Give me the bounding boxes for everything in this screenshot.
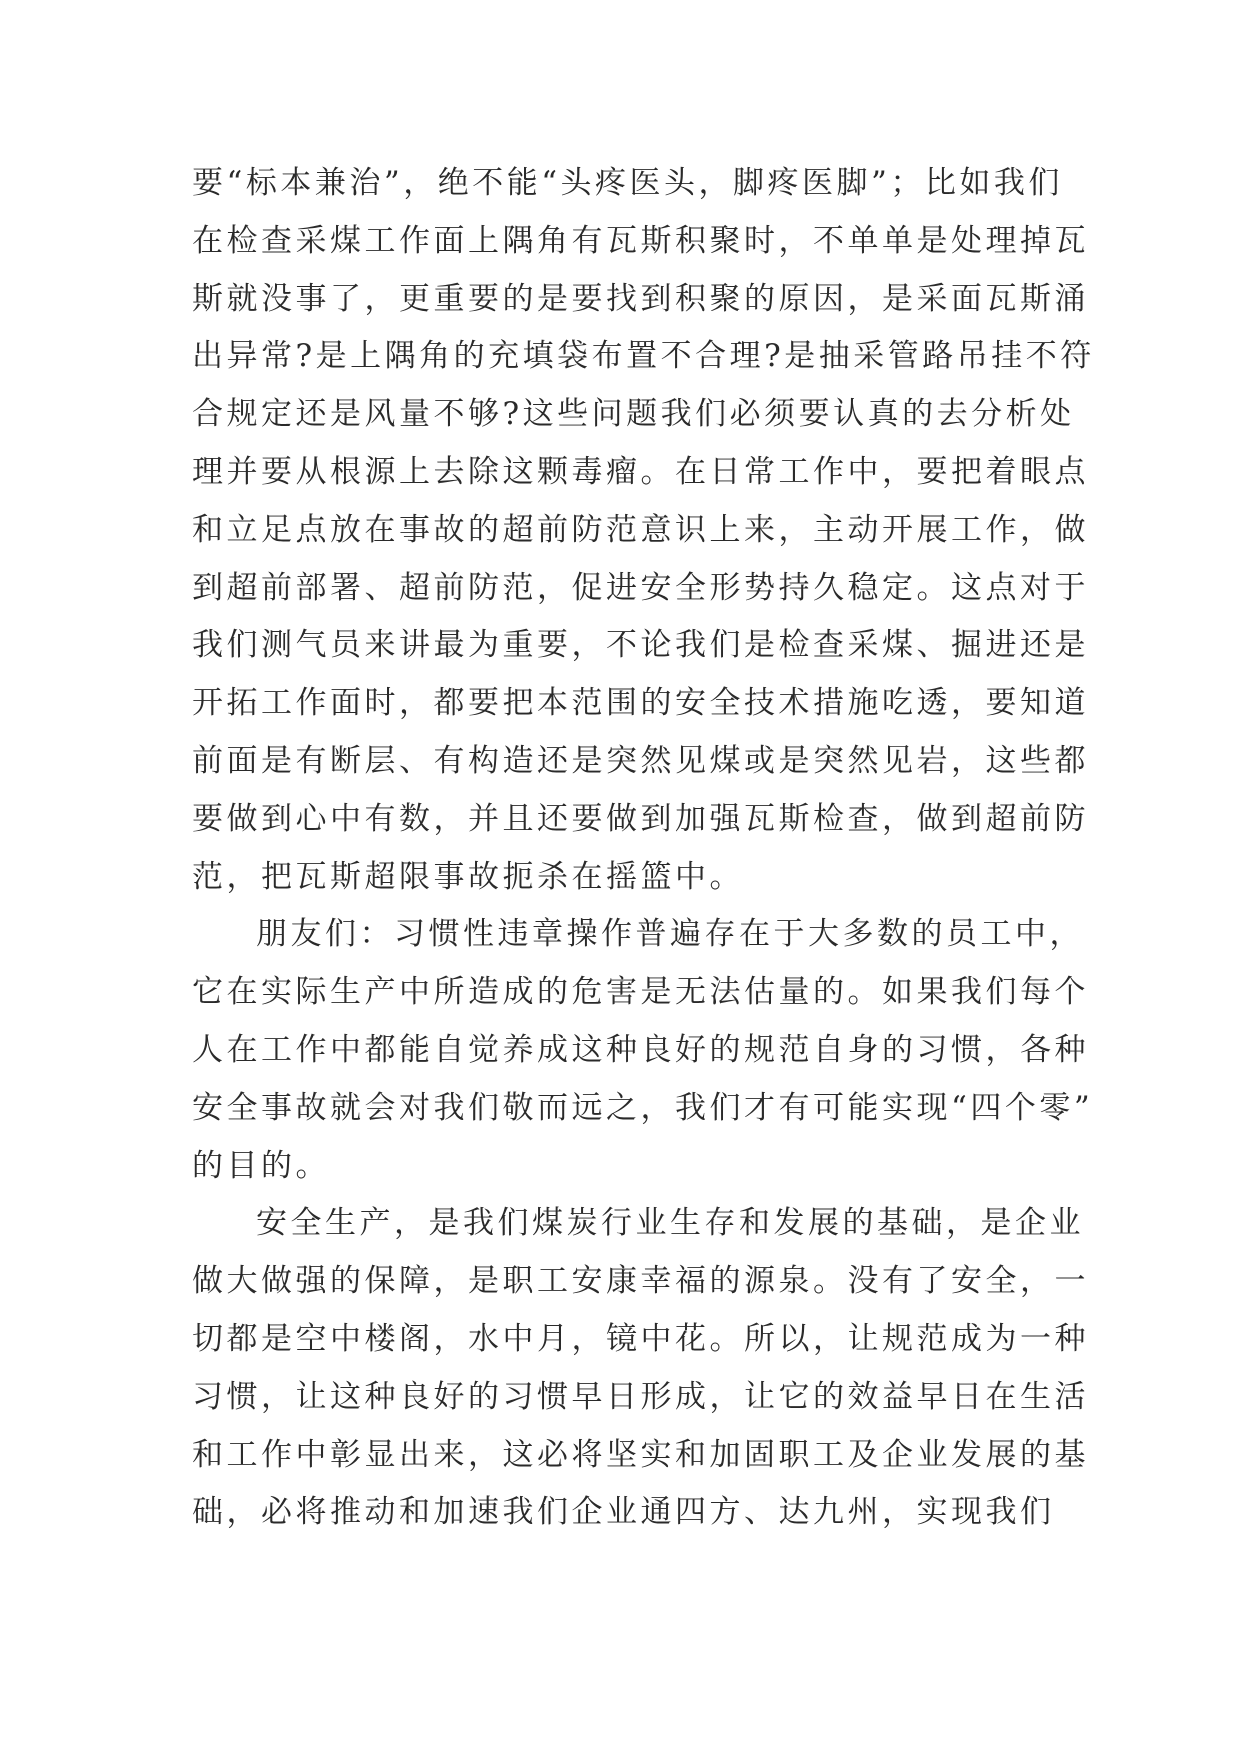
text-line: 朋友们：习惯性违章操作普遍存在于大多数的员工中， <box>256 916 1084 953</box>
text-line: 斯就没事了，更重要的是要找到积聚的原因，是采面瓦斯涌 <box>192 280 1089 317</box>
text-line: 和立足点放在事故的超前防范意识上来，主动开展工作，做 <box>192 511 1089 548</box>
text-line: 要做到心中有数，并且还要做到加强瓦斯检查，做到超前防 <box>192 800 1089 837</box>
text-line: 础，必将推动和加速我们企业通四方、达九州，实现我们 <box>192 1494 1055 1531</box>
text-line: 它在实际生产中所造成的危害是无法估量的。如果我们每个 <box>192 974 1089 1011</box>
text-line: 范，把瓦斯超限事故扼杀在摇篮中。 <box>192 858 744 895</box>
text-line: 习惯，让这种良好的习惯早日形成，让它的效益早日在生活 <box>192 1378 1089 1415</box>
text-line: 开拓工作面时，都要把本范围的安全技术措施吃透，要知道 <box>192 685 1089 722</box>
text-line: 到超前部署、超前防范，促进安全形势持久稳定。这点对于 <box>192 569 1089 606</box>
text-line: 理并要从根源上去除这颗毒瘤。在日常工作中，要把着眼点 <box>192 453 1089 490</box>
text-line: 做大做强的保障，是职工安康幸福的源泉。没有了安全，一 <box>192 1263 1089 1300</box>
text-line: 我们测气员来讲最为重要，不论我们是检查采煤、掘进还是 <box>192 627 1089 664</box>
text-line: 要“标本兼治”，绝不能“头疼医头，脚疼医脚”；比如我们 <box>192 165 1063 201</box>
text-line: 安全生产，是我们煤炭行业生存和发展的基础，是企业 <box>256 1205 1084 1242</box>
text-line: 前面是有断层、有构造还是突然见煤或是突然见岩，这些都 <box>192 742 1089 779</box>
text-line: 切都是空中楼阁，水中月，镜中花。所以，让规范成为一种 <box>192 1320 1089 1357</box>
text-line: 和工作中彰显出来，这必将坚实和加固职工及企业发展的基 <box>192 1436 1089 1473</box>
text-line: 合规定还是风量不够?这些问题我们必须要认真的去分析处 <box>192 396 1075 433</box>
text-line: 出异常?是上隅角的充填袋布置不合理?是抽采管路吊挂不符 <box>192 338 1095 375</box>
text-line: 安全事故就会对我们敬而远之，我们才有可能实现“四个零” <box>192 1089 1094 1126</box>
body-text <box>192 155 1095 1542</box>
text-line: 在检查采煤工作面上隅角有瓦斯积聚时，不单单是处理掉瓦 <box>192 222 1089 259</box>
text-line: 的目的。 <box>192 1147 330 1184</box>
text-line: 人在工作中都能自觉养成这种良好的规范自身的习惯，各种 <box>192 1031 1089 1068</box>
